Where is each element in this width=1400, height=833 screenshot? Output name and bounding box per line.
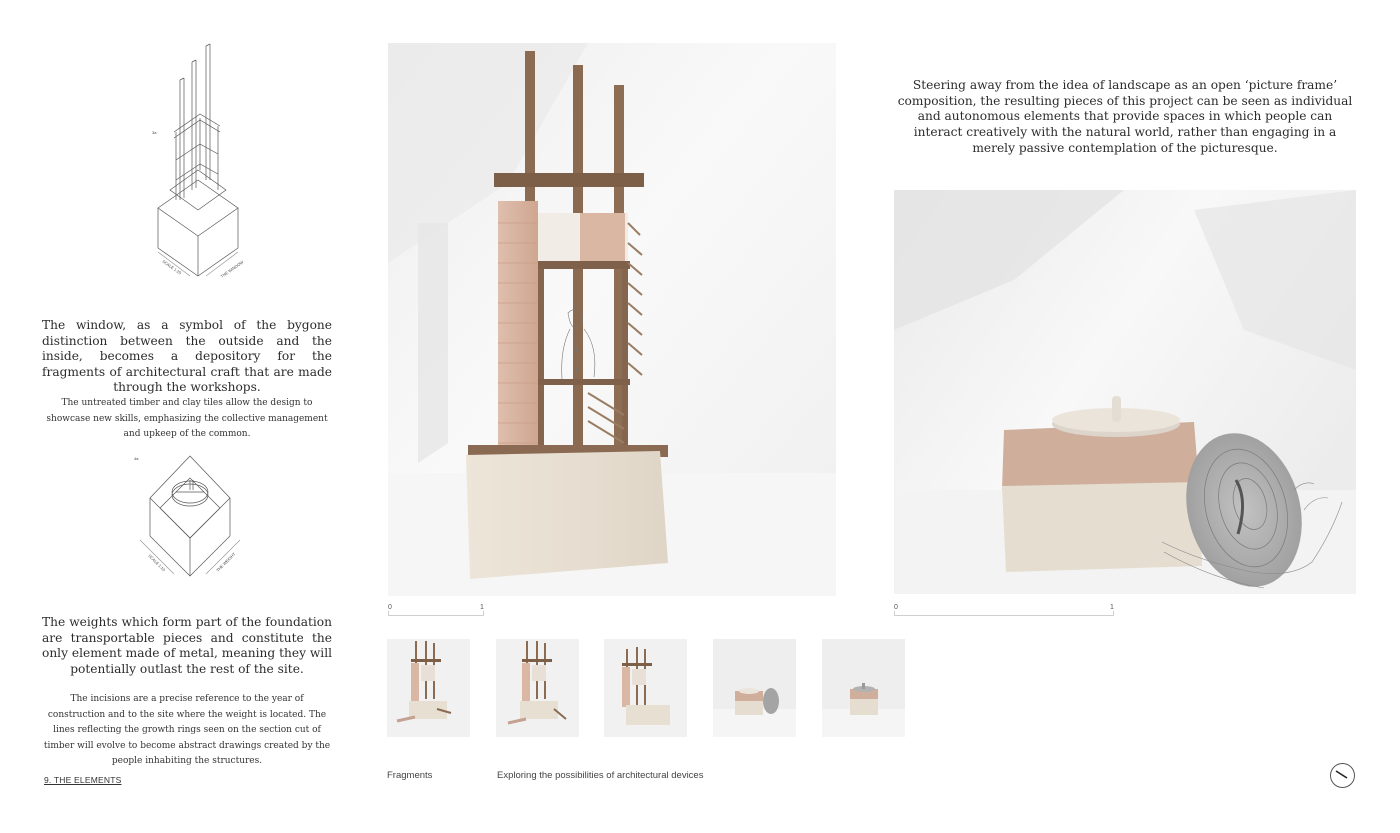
thumbnail-5[interactable] — [822, 639, 905, 737]
scale-start-label: 0 — [388, 604, 392, 611]
weight-axonometric-drawing — [130, 452, 250, 577]
section-label: 9. THE ELEMENTS — [44, 775, 122, 785]
window-axonometric-drawing — [140, 40, 260, 290]
weight-drawing-scale: SCALE 1:10 — [147, 553, 167, 573]
window-heading-text: The window, as a symbol of the bygone distinction between the outside and the inside, becomes a depository for the fragments of architectural craft that are made through the workshops. — [42, 318, 332, 395]
window-body-text: The untreated timber and clay tiles allow the design to showcase new skills, emphasizing the collective management and upkeep of the common. — [46, 398, 328, 439]
thumbnail-3[interactable] — [604, 639, 687, 737]
window-drawing-scale: SCALE 1:20 — [161, 258, 183, 276]
intro-paragraph: Steering away from the idea of landscape as an open ‘picture frame’ composition, the resulting pieces of this project can be seen as individual and autonomous elements that provide spaces in which people can interact creatively with the natural world, rather than engaging in a merely passive contemplation of the picturesque. — [897, 78, 1353, 155]
window-model-photo — [388, 43, 836, 596]
scale-end-label: 1 — [1110, 604, 1114, 611]
scale-end-label: 1 — [480, 604, 484, 611]
weight-body-text: The incisions are a precise reference to the year of construction and to the site where the weight is located. The lines reflecting the growth rings seen on the section cut of timber will evolve to become abstract drawings created by the people inhabiting the structures. — [43, 694, 331, 766]
weight-drawing-name: THE WEIGHT — [215, 551, 237, 573]
scale-start-label: 0 — [894, 604, 898, 611]
weight-scale-bar — [894, 604, 1114, 620]
thumbnail-2[interactable] — [496, 639, 579, 737]
thumbnail-4[interactable] — [713, 639, 796, 737]
north-arrow-icon — [1330, 763, 1355, 788]
weight-drawing-number: 4a — [134, 456, 139, 461]
thumbnail-1[interactable] — [387, 639, 470, 737]
caption-subtitle: Exploring the possibilities of architectural devices — [497, 770, 704, 781]
weight-heading-text: The weights which form part of the foundation are transportable pieces and constitute the only element made of metal, meaning they will potentially outlast the rest of the site. — [42, 615, 332, 676]
caption-title: Fragments — [387, 770, 433, 781]
window-drawing-number: 3a — [152, 130, 157, 135]
window-drawing-name: THE WINDOW — [219, 259, 245, 279]
weight-model-photo — [894, 190, 1356, 594]
window-scale-bar — [388, 604, 484, 620]
